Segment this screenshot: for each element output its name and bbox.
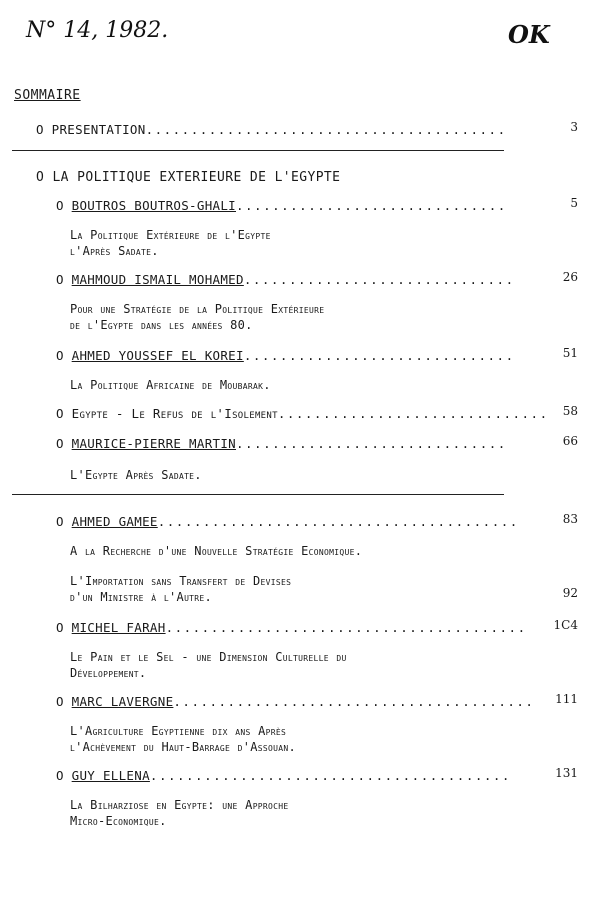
page-number: 26 (562, 270, 578, 284)
page-number: 1C4 (553, 618, 578, 632)
entry-author: AHMED GAMEE (71, 514, 158, 529)
toc-entry (56, 436, 507, 451)
article-title-line: La Politique Extérieure de l'Egypte (70, 228, 271, 242)
article-title-line: Micro-Economique. (70, 814, 167, 828)
page-number: 66 (562, 434, 578, 448)
leader-dots: .............................. (243, 348, 515, 363)
leader-dots: .............................. (236, 198, 507, 213)
divider (12, 150, 504, 151)
toc-entry (56, 514, 519, 529)
article-title-line: l'Achèvement du Haut-Barrage d'Assouan. (70, 740, 297, 754)
entry-author: MARC LAVERGNE (71, 694, 174, 709)
entry-label: PRESENTATION (51, 122, 146, 137)
article-title-line: L'Agriculture Egyptienne dix ans Après (70, 724, 287, 738)
leader-dots: ........................................ (145, 122, 507, 137)
entry-marker: O (56, 198, 64, 213)
entry-author: AHMED YOUSSEF EL KOREI (71, 348, 244, 363)
handwritten-issue-number: N° 14, 1982. (26, 18, 169, 43)
entry-title: Egypte - Le Refus de l'Isolement (71, 406, 278, 421)
leader-dots: .............................. (243, 272, 515, 287)
toc-entry (56, 694, 535, 709)
article-title-line: Pour une Stratégie de la Politique Extérieure (70, 302, 325, 316)
entry-marker: O (56, 768, 64, 783)
toc-entry (56, 272, 515, 287)
article-title-line: d'un Ministre à l'Autre. (70, 590, 213, 604)
entry-marker: O (56, 514, 64, 529)
entry-marker: O (56, 348, 64, 363)
toc-entry (56, 768, 511, 783)
page-number: 5 (570, 196, 578, 210)
article-title-line: La Bilharziose en Egypte: une Approche (70, 798, 289, 812)
page-number: 83 (562, 512, 578, 526)
leader-dots: .............................. (236, 436, 507, 451)
page-number: 51 (562, 346, 578, 360)
entry-marker: O (56, 694, 64, 709)
divider (12, 494, 504, 495)
page-number: 131 (555, 766, 578, 780)
toc-entry-presentation (36, 122, 508, 137)
section-title: O LA POLITIQUE EXTERIEURE DE L'EGYPTE (36, 170, 341, 185)
page-number: 92 (562, 586, 578, 600)
entry-author: MICHEL FARAH (71, 620, 166, 635)
entry-marker: O (56, 406, 64, 421)
entry-marker: O (56, 436, 64, 451)
article-title-line: L'Egypte Après Sadate. (70, 468, 202, 482)
leader-dots: ........................................ (173, 694, 535, 709)
toc-entry (56, 348, 515, 363)
page-number: 111 (555, 692, 578, 706)
entry-marker: O (56, 272, 64, 287)
entry-author: BOUTROS BOUTROS-GHALI (71, 198, 236, 213)
article-title-line: Le Pain et le Sel - une Dimension Culturelle du (70, 650, 347, 664)
article-title-line: La Politique Africaine de Moubarak. (70, 378, 271, 392)
article-title-line: Développement. (70, 666, 147, 680)
entry-marker: O (56, 620, 64, 635)
article-title-line: L'Importation sans Transfert de Devises (70, 574, 292, 588)
leader-dots: ........................................ (149, 768, 511, 783)
page-number: 58 (562, 404, 578, 418)
entry-author: MAHMOUD ISMAIL MOHAMED (71, 272, 244, 287)
entry-author: MAURICE-PIERRE MARTIN (71, 436, 236, 451)
article-title-line: de l'Egypte dans les années 80. (70, 318, 253, 332)
toc-entry (56, 620, 527, 635)
toc-entry (56, 198, 507, 213)
entry-marker: O (36, 122, 44, 137)
article-title-line: A la Recherche d'une Nouvelle Stratégie Economique. (70, 544, 363, 558)
leader-dots: ........................................ (165, 620, 527, 635)
handwritten-ok-mark: OK (508, 20, 550, 49)
toc-entry (56, 406, 549, 421)
leader-dots: ........................................ (157, 514, 519, 529)
page-number: 3 (570, 120, 578, 134)
article-title-line: l'Après Sadate. (70, 244, 159, 258)
page-title: SOMMAIRE (14, 88, 81, 103)
entry-author: GUY ELLENA (71, 768, 150, 783)
leader-dots: .............................. (277, 406, 549, 421)
